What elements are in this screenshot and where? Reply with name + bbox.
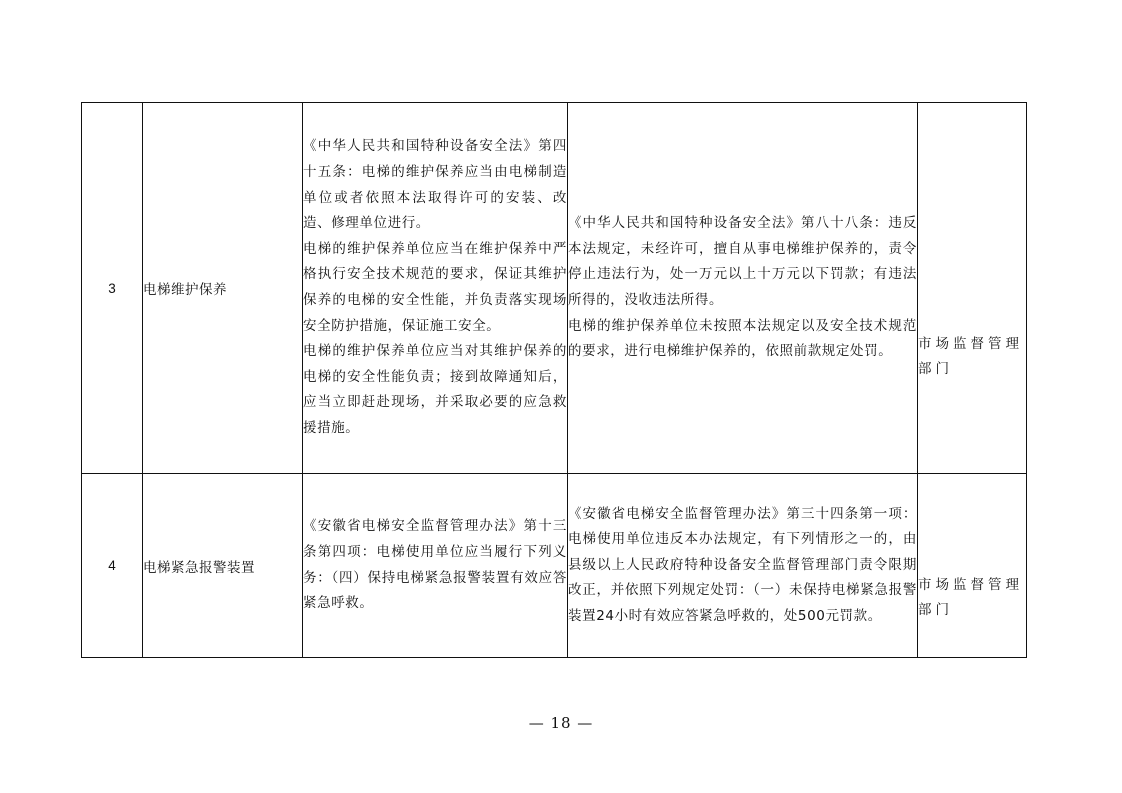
penalty-paragraph: 《中华人民共和国特种设备安全法》第八十八条：违反本法规定，未经许可，擅自从事电梯维护保养的，责令停止违法行为，处一万元以上十万元以下罚款；有违法所得的，没收违法所得。 (568, 215, 917, 308)
row-number: 3 (82, 103, 143, 474)
row-number: 4 (82, 474, 143, 658)
inspection-item: 电梯紧急报警装置 (143, 474, 303, 658)
penalty-paragraph: 电梯的维护保养单位未按照本法规定以及安全技术规范的要求，进行电梯维护保养的，依照前款规定处罚。 (568, 317, 917, 360)
legal-basis-paragraph: 《中华人民共和国特种设备安全法》第四十五条：电梯的维护保养应当由电梯制造单位或者依照本法取得许可的安装、改造、修理单位进行。 (303, 138, 567, 232)
regulation-table (81, 102, 1027, 658)
penalty-basis-cell (568, 103, 918, 474)
penalty-basis-cell (568, 474, 918, 658)
penalty-paragraph: 《安徽省电梯安全监督管理办法》第三十四条第一项：电梯使用单位违反本办法规定，有下列情形之一的，由县级以上人民政府特种设备安全监督管理部门责令限期改正，并依照下列规定处罚：（一）未保持电梯紧急报警装置24小时有效应答紧急呼救的，处500元罚款。 (568, 505, 917, 624)
table-row (82, 103, 1027, 474)
responsible-department: 市场监督管理部门 (918, 576, 1023, 618)
legal-basis-cell (303, 103, 568, 474)
responsible-department-cell (918, 103, 1027, 474)
table-row (82, 474, 1027, 658)
legal-basis-paragraph: 《安徽省电梯安全监督管理办法》第十三条第四项：电梯使用单位应当履行下列义务：（四）保持电梯紧急报警装置有效应答紧急呼救。 (303, 518, 567, 612)
legal-basis-paragraph: 电梯的维护保养单位应当在维护保养中严格执行安全技术规范的要求，保证其维护保养的电梯的安全性能，并负责落实现场安全防护措施，保证施工安全。 (303, 240, 567, 334)
page-number: — 18 — (528, 714, 594, 732)
responsible-department: 市场监督管理部门 (918, 336, 1023, 377)
legal-basis-cell (303, 474, 568, 658)
legal-basis-paragraph: 电梯的维护保养单位应当对其维护保养的电梯的安全性能负责；接到故障通知后，应当立即赶赴现场，并采取必要的应急救援措施。 (303, 343, 567, 436)
inspection-item: 电梯维护保养 (143, 103, 303, 474)
responsible-department-cell (918, 474, 1027, 658)
